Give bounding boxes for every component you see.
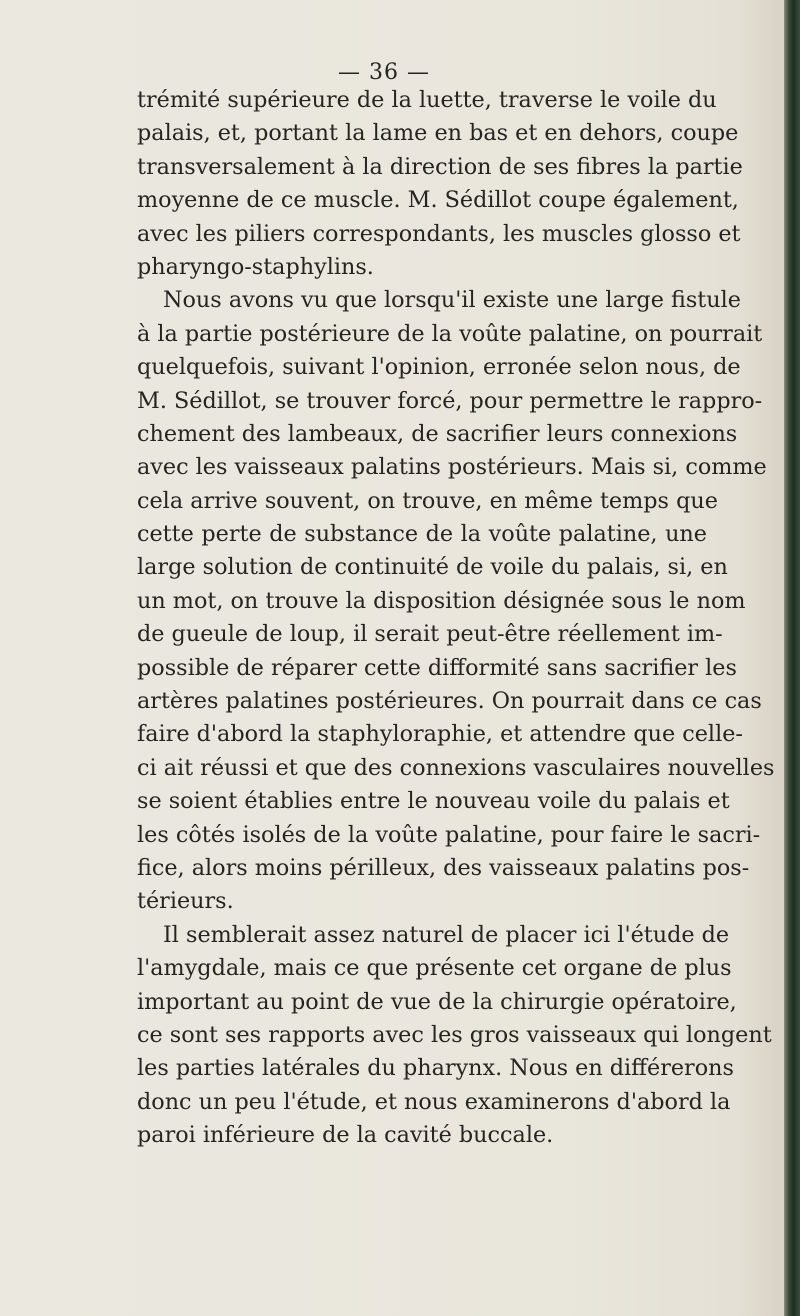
- text-line: l'amygdale, mais ce que présente cet organe de plus: [137, 955, 732, 982]
- text-line: un mot, on trouve la disposition désignée sous le nom: [137, 587, 746, 614]
- page-number: — 36 —: [338, 60, 430, 85]
- text-line: les parties latérales du pharynx. Nous en différerons: [137, 1055, 734, 1082]
- page-edge-shadow: [784, 0, 800, 1316]
- text-line: trémité supérieure de la luette, traverse le voile du: [137, 87, 717, 113]
- text-line: avec les vaisseaux palatins postérieurs. Mais si, comme: [137, 454, 767, 481]
- text-line: transversalement à la direction de ses fibres la partie: [137, 153, 743, 180]
- text-line: palais, et, portant la lame en bas et en dehors, coupe: [137, 120, 739, 147]
- text-line: cette perte de substance de la voûte palatine, une: [137, 521, 707, 548]
- text-line: large solution de continuité de voile du palais, si, en: [137, 554, 728, 581]
- text-line: à la partie postérieure de la voûte palatine, on pourrait: [137, 320, 763, 347]
- text-line: térieurs.: [137, 888, 234, 915]
- text-line: de gueule de loup, il serait peut-être réellement im-: [137, 621, 723, 648]
- text-line: pharyngo-staphylins.: [137, 253, 374, 280]
- text-line: M. Sédillot, se trouver forcé, pour permettre le rappro-: [137, 387, 763, 414]
- text-line: ce sont ses rapports avec les gros vaisseaux qui longent: [137, 1021, 772, 1048]
- text-line: quelquefois, suivant l'opinion, erronée selon nous, de: [137, 354, 741, 381]
- body-text: [137, 84, 775, 1153]
- text-line: chement des lambeaux, de sacrifier leurs connexions: [137, 420, 738, 447]
- text-line: Il semblerait assez naturel de placer ici l'étude de: [163, 921, 730, 948]
- text-line: important au point de vue de la chirurgie opératoire,: [137, 988, 737, 1015]
- text-line: moyenne de ce muscle. M. Sédillot coupe également,: [137, 187, 739, 214]
- text-line: possible de réparer cette difformité sans sacrifier les: [137, 654, 737, 681]
- text-line: faire d'abord la staphyloraphie, et attendre que celle-: [137, 721, 743, 748]
- text-line: artères palatines postérieures. On pourrait dans ce cas: [137, 688, 762, 715]
- text-line: avec les piliers correspondants, les muscles glosso et: [137, 220, 741, 247]
- text-line: fice, alors moins périlleux, des vaisseaux palatins pos-: [137, 854, 750, 881]
- text-line: les côtés isolés de la voûte palatine, pour faire le sacri-: [137, 821, 761, 848]
- text-line: paroi inférieure de la cavité buccale.: [137, 1122, 554, 1149]
- text-line: Nous avons vu que lorsqu'il existe une large fistule: [163, 287, 741, 314]
- text-line: se soient établies entre le nouveau voile du palais et: [137, 788, 730, 815]
- text-line: cela arrive souvent, on trouve, en même temps que: [137, 487, 718, 514]
- text-line: donc un peu l'étude, et nous examinerons d'abord la: [137, 1088, 731, 1115]
- text-line: ci ait réussi et que des connexions vasculaires nouvelles: [137, 754, 775, 781]
